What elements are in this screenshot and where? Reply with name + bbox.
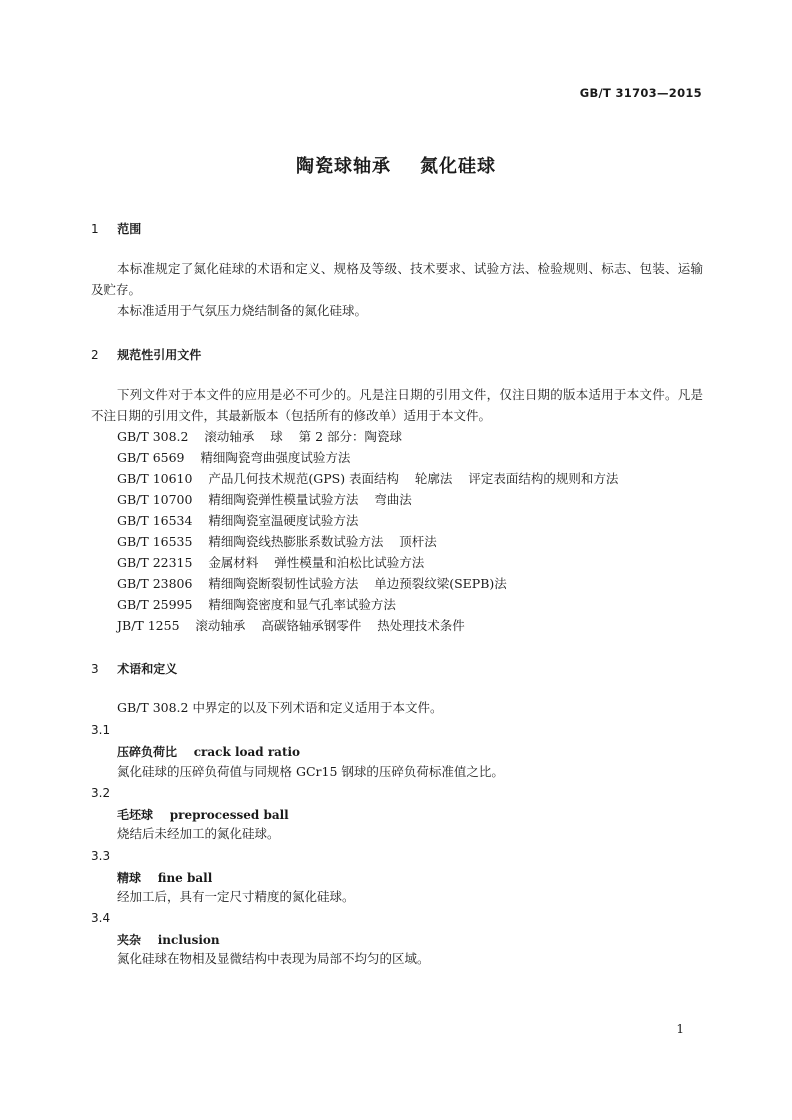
terms-intro: GB/T 308.2 中界定的以及下列术语和定义适用于本文件。 (117, 700, 443, 715)
reference-item: GB/T 22315 金属材料 弹性模量和泊松比试验方法 (117, 555, 425, 570)
section-title: 范围 (117, 222, 142, 236)
reference-item: GB/T 16534 精细陶瓷室温硬度试验方法 (117, 513, 359, 528)
term-heading (117, 743, 300, 760)
section-number: 2 (91, 348, 99, 362)
reference-item: GB/T 10700 精细陶瓷弹性模量试验方法 弯曲法 (117, 492, 412, 507)
section-1-heading (91, 220, 141, 237)
term-en: preprocessed ball (169, 808, 289, 822)
term-number: 3.3 (91, 849, 111, 863)
term-number: 3.1 (91, 723, 111, 737)
section-2-heading (91, 346, 201, 363)
term-definition: 经加工后，具有一定尺寸精度的氮化硅球。 (117, 889, 355, 904)
term-number: 3.4 (91, 911, 111, 925)
standard-code: GB/T 31703—2015 (579, 86, 702, 100)
term-en: crack load ratio (193, 745, 301, 759)
term-zh: 夹杂 (117, 933, 142, 947)
reference-item: GB/T 23806 精细陶瓷断裂韧性试验方法 单边预裂纹梁(SEPB)法 (117, 576, 507, 591)
page-number: 1 (676, 1022, 684, 1036)
reference-item: GB/T 16535 精细陶瓷线热膨胀系数试验方法 顶杆法 (117, 534, 437, 549)
reference-item: GB/T 25995 精细陶瓷密度和显气孔率试验方法 (117, 597, 396, 612)
reference-item: GB/T 6569 精细陶瓷弯曲强度试验方法 (117, 450, 351, 465)
term-definition: 烧结后未经加工的氮化硅球。 (117, 826, 280, 841)
reference-item: JB/T 1255 滚动轴承 高碳铬轴承钢零件 热处理技术条件 (117, 618, 465, 633)
term-zh: 压碎负荷比 (117, 745, 178, 759)
term-zh: 毛坯球 (117, 808, 154, 822)
section-title: 规范性引用文件 (117, 348, 202, 362)
section-title: 术语和定义 (117, 662, 178, 676)
document-title: 陶瓷球轴承 氮化硅球 (295, 156, 497, 177)
term-number: 3.2 (91, 786, 111, 800)
term-heading (117, 869, 212, 886)
term-en: inclusion (157, 933, 220, 947)
scope-paragraph-1: 本标准规定了氮化硅球的术语和定义、规格及等级、技术要求、试验方法、检验规则、标志、包装、运输及贮存。 (91, 261, 703, 297)
section-number: 1 (91, 222, 99, 236)
term-zh: 精球 (117, 871, 142, 885)
section-number: 3 (91, 662, 99, 676)
scope-paragraph-2: 本标准适用于气氛压力烧结制备的氮化硅球。 (117, 303, 368, 318)
term-definition: 氮化硅球在物相及显微结构中表现为局部不均匀的区域。 (117, 951, 430, 966)
reference-item: GB/T 308.2 滚动轴承 球 第 2 部分：陶瓷球 (117, 429, 403, 444)
reference-item: GB/T 10610 产品几何技术规范(GPS) 表面结构 轮廓法 评定表面结构的规则和方法 (117, 471, 619, 486)
term-definition: 氮化硅球的压碎负荷值与同规格 GCr15 钢球的压碎负荷标准值之比。 (117, 764, 504, 779)
term-heading (117, 806, 289, 823)
term-en: fine ball (157, 871, 213, 885)
references-intro: 下列文件对于本文件的应用是必不可少的。凡是注日期的引用文件，仅注日期的版本适用于本文件。凡是不注日期的引用文件，其最新版本（包括所有的修改单）适用于本文件。 (91, 387, 703, 423)
section-3-heading (91, 660, 177, 677)
term-heading (117, 931, 220, 948)
